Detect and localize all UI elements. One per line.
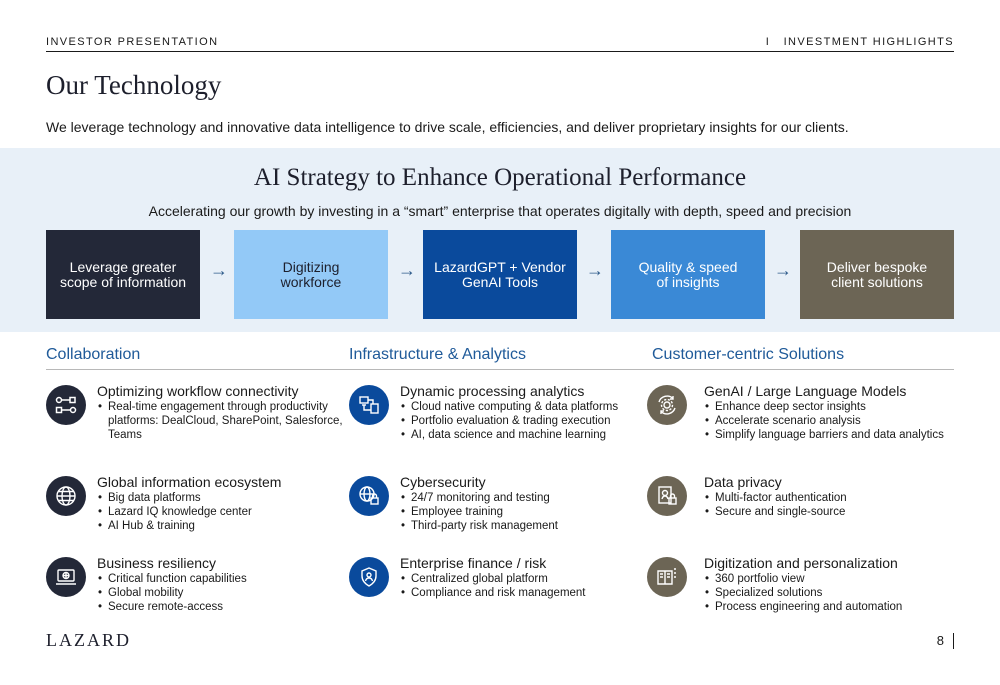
column-divider — [46, 369, 954, 370]
feature-title: Digitization and personalization — [704, 555, 898, 571]
bullet: • Big data platforms — [97, 491, 347, 505]
lock-document-icon — [647, 476, 687, 516]
header-topic-label: I INVESTMENT HIGHLIGHTS — [765, 36, 954, 48]
page-title: Our Technology — [46, 70, 222, 100]
arrow-right-icon: → — [210, 260, 228, 280]
strategy-band — [0, 148, 1000, 332]
bullet: • Enhance deep sector insights — [704, 400, 954, 414]
strategy-subtitle: Accelerating our growth by investing in a “smart” enterprise that operates digitally with depth, speed and precision — [148, 203, 852, 219]
feature-bullets — [704, 572, 954, 614]
feature-title: Dynamic processing analytics — [400, 383, 585, 399]
bullet: • Portfolio evaluation & trading execution — [400, 414, 650, 428]
bullet: • Centralized global platform — [400, 572, 650, 586]
feature-bullets — [97, 400, 347, 442]
secure-globe-icon — [349, 476, 389, 516]
bullet: • Global mobility — [97, 586, 347, 600]
bullet: • Real-time engagement through productivity platforms: DealCloud, SharePoint, Salesforce, Teams — [97, 400, 347, 442]
flow-step-genai-tools: LazardGPT + Vendor GenAI Tools — [423, 230, 577, 319]
flow-step-workforce: Digitizing workforce — [234, 230, 388, 319]
bullet: • Critical function capabilities — [97, 572, 347, 586]
bullet: • AI Hub & training — [97, 519, 347, 533]
bullet: • Lazard IQ knowledge center — [97, 505, 347, 519]
bullet: • Multi-factor authentication — [704, 491, 954, 505]
digital-book-icon — [647, 557, 687, 597]
feature-title: Enterprise finance / risk — [400, 555, 547, 571]
feature-bullets — [97, 572, 347, 614]
bullet: • Simplify language barriers and data analytics — [704, 428, 954, 442]
column-heading-customer: Customer-centric Solutions — [652, 346, 845, 363]
feature-title: Cybersecurity — [400, 474, 486, 490]
feature-title: Business resiliency — [97, 555, 217, 571]
header-section-label: INVESTOR PRESENTATION — [46, 36, 219, 48]
feature-title: Global information ecosystem — [97, 474, 282, 490]
column-heading-collaboration: Collaboration — [46, 346, 141, 363]
bullet: • Employee training — [400, 505, 650, 519]
feature-title: Data privacy — [704, 474, 782, 490]
feature-bullets — [704, 400, 954, 442]
lazard-logo: LAZARD — [46, 630, 131, 650]
people-shield-icon — [349, 557, 389, 597]
bullet: • Compliance and risk management — [400, 586, 650, 600]
flow-step-insights: Quality & speed of insights — [611, 230, 765, 319]
bullet: • Secure and single-source — [704, 505, 954, 519]
bullet: • Cloud native computing & data platforms — [400, 400, 650, 414]
flow-step-information: Leverage greater scope of information — [46, 230, 200, 319]
top-header-bar — [46, 36, 954, 52]
strategy-flow — [46, 230, 954, 319]
bullet: • 360 portfolio view — [704, 572, 954, 586]
feature-title: Optimizing workflow connectivity — [97, 383, 299, 399]
feature-bullets — [400, 491, 650, 533]
bullet: • Secure remote-access — [97, 600, 347, 614]
arrow-right-icon: → — [586, 260, 604, 280]
feature-bullets — [704, 491, 954, 519]
bullet: • Process engineering and automation — [704, 600, 954, 614]
flow-step-client-solutions: Deliver bespoke client solutions — [800, 230, 954, 319]
laptop-globe-icon — [46, 557, 86, 597]
bullet: • Accelerate scenario analysis — [704, 414, 954, 428]
feature-bullets — [97, 491, 347, 533]
column-heading-infrastructure: Infrastructure & Analytics — [349, 346, 526, 363]
bullet: • 24/7 monitoring and testing — [400, 491, 650, 505]
globe-icon — [46, 476, 86, 516]
network-computer-icon — [349, 385, 389, 425]
feature-bullets — [400, 572, 650, 600]
bullet: • AI, data science and machine learning — [400, 428, 650, 442]
arrow-right-icon: → — [398, 260, 416, 280]
feature-title: GenAI / Large Language Models — [704, 383, 907, 399]
arrow-right-icon: → — [774, 260, 792, 280]
bullet: • Specialized solutions — [704, 586, 954, 600]
bullet: • Third-party risk management — [400, 519, 650, 533]
page-subtitle: We leverage technology and innovative data intelligence to drive scale, efficiencies, and deliver proprietary insights for our clients. — [46, 119, 849, 135]
workflow-icon — [46, 385, 86, 425]
strategy-title: AI Strategy to Enhance Operational Performance — [253, 164, 747, 191]
feature-bullets — [400, 400, 650, 442]
page-number: 8 — [937, 633, 954, 649]
gear-cycle-icon — [647, 385, 687, 425]
